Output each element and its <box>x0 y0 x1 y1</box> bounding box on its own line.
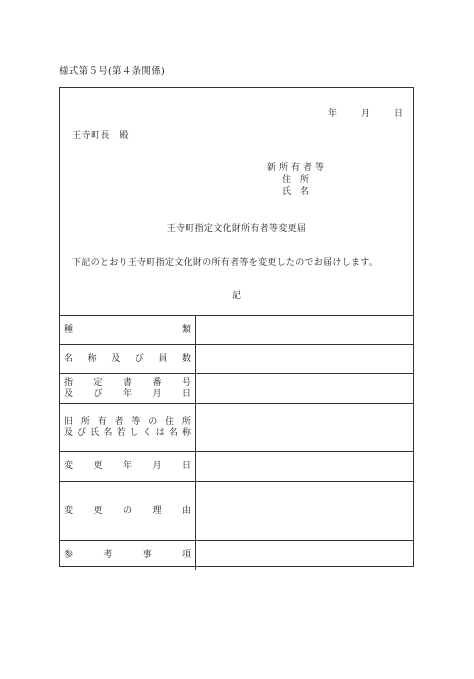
row-value-field[interactable] <box>196 345 414 374</box>
form-number: 様式第５号(第４条関係) <box>59 66 166 77</box>
date-line <box>328 106 403 119</box>
date-year-label: 年 <box>327 109 337 119</box>
row-label <box>60 404 196 452</box>
row-value-field[interactable] <box>196 482 414 541</box>
table-row <box>60 541 413 570</box>
row-label <box>60 541 196 570</box>
row-value-field[interactable] <box>196 404 414 452</box>
row-label-line: 変 更 の 理 由 <box>64 505 191 516</box>
row-value-field[interactable] <box>196 452 414 482</box>
date-day-label: 日 <box>393 109 403 119</box>
row-label-line: 及 び 年 月 日 <box>64 388 191 399</box>
row-value-field[interactable] <box>196 374 414 404</box>
addressee: 王寺町長 殿 <box>72 131 130 141</box>
table-row <box>60 482 413 541</box>
row-label-line: 参 考 事 項 <box>64 549 191 560</box>
row-label-line: 変 更 年 月 日 <box>64 461 191 471</box>
table-row <box>60 345 413 374</box>
row-label-line: 種 類 <box>64 324 191 335</box>
applicant-block <box>266 162 328 198</box>
notification-form <box>59 87 414 567</box>
applicant-address-label: 住 所 <box>282 175 312 185</box>
row-label-line: 及 び 氏 名 若 し く は 名 称 <box>64 427 191 438</box>
row-label <box>60 345 196 374</box>
table-row <box>60 374 413 404</box>
row-label <box>60 374 196 404</box>
row-label <box>60 316 196 345</box>
row-label <box>60 452 196 482</box>
details-table <box>60 315 413 570</box>
body-text: 下記のとおり王寺町指定文化財の所有者等を変更したのでお届けします。 <box>72 258 379 268</box>
ki-heading: 記 <box>231 291 241 301</box>
date-month-label: 月 <box>360 109 370 119</box>
row-value-field[interactable] <box>196 316 414 345</box>
applicant-name-label: 氏 名 <box>282 187 312 197</box>
table-row <box>60 452 413 482</box>
row-label-line: 指 定 書 番 号 <box>64 377 191 388</box>
row-label <box>60 482 196 541</box>
row-label-line: 旧 所 有 者 等 の 住 所 <box>64 416 191 427</box>
table-row <box>60 316 413 345</box>
document-title: 王寺町指定文化財所有者等変更届 <box>166 224 307 234</box>
applicant-role: 新所有者等 <box>266 163 327 173</box>
row-value-field[interactable] <box>196 541 414 570</box>
row-label-line: 名 称 及 び 員 数 <box>64 353 191 364</box>
table-row <box>60 404 413 452</box>
